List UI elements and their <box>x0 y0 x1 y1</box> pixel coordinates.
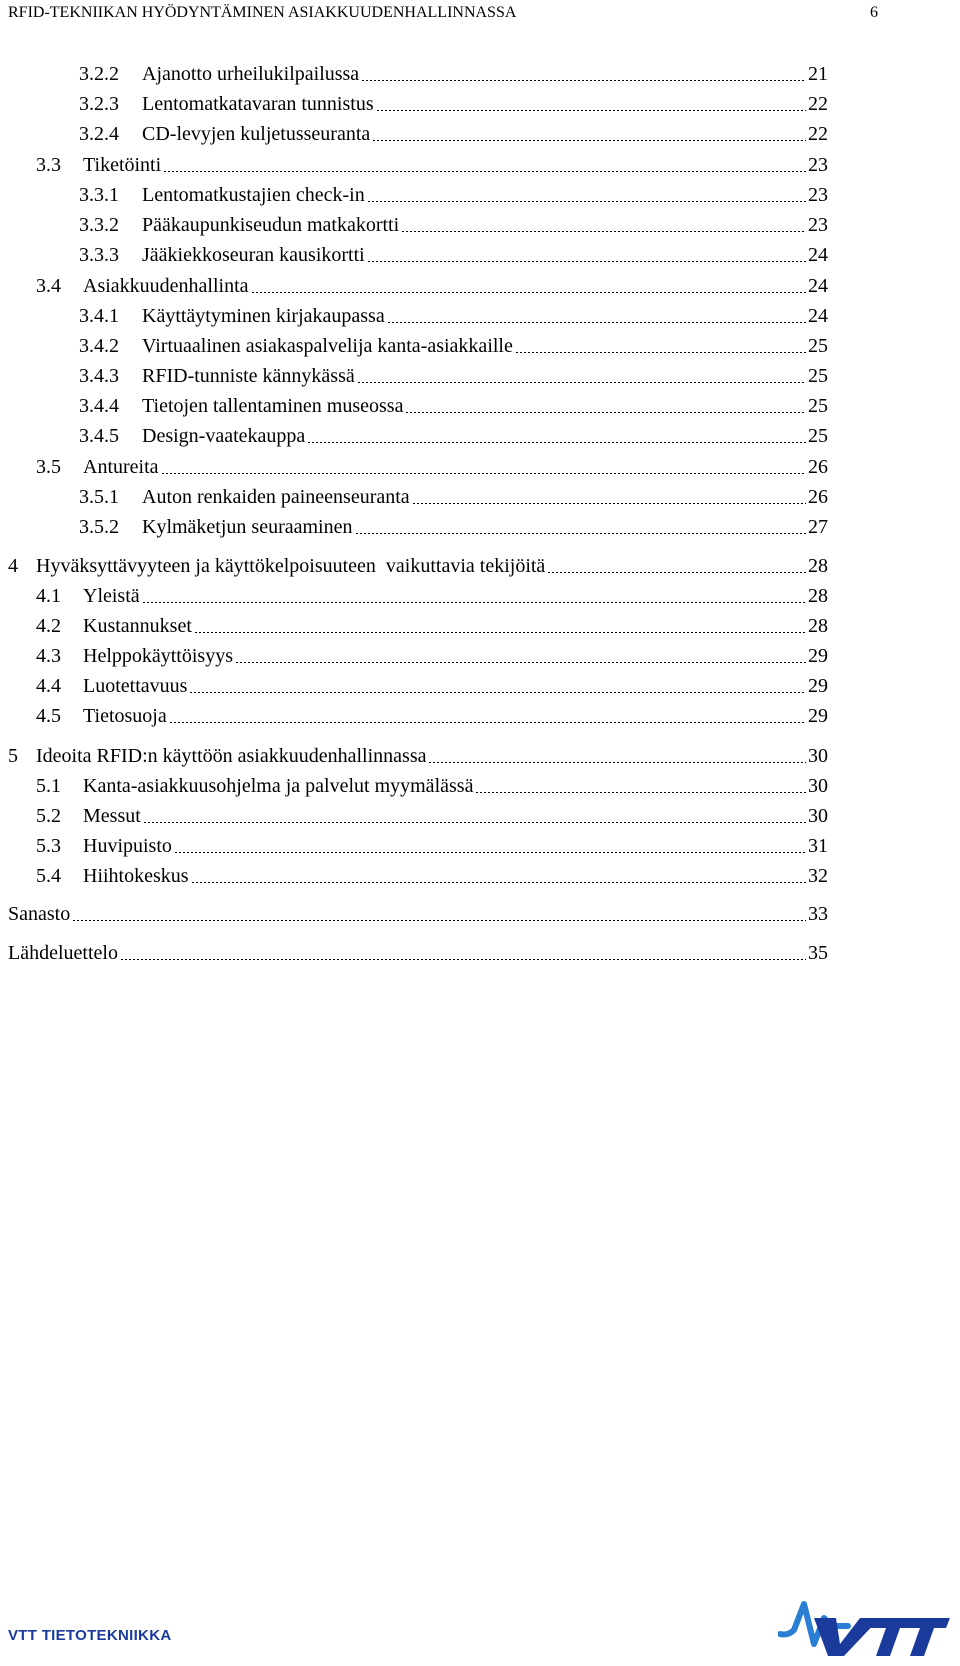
toc-entry[interactable] <box>79 120 828 148</box>
toc-dot-leader <box>142 602 806 603</box>
toc-entry-title: Tiketöinti <box>83 154 162 176</box>
vtt-logo <box>778 1574 950 1658</box>
toc-entry[interactable] <box>79 422 828 450</box>
toc-entry-page: 24 <box>808 275 828 297</box>
toc-dot-leader <box>307 442 806 443</box>
toc-dot-leader <box>357 382 806 383</box>
toc-entry-title: Ideoita RFID:n käyttöön asiakkuudenhallinnassa <box>36 745 427 767</box>
toc-entry-title: Asiakkuudenhallinta <box>83 275 249 297</box>
toc-entry-title: Ajanotto urheilukilpailussa <box>142 63 360 85</box>
toc-dot-leader <box>361 80 806 81</box>
toc-entry-page: 30 <box>808 775 828 797</box>
toc-entry-number: 4.5 <box>36 705 61 727</box>
toc-entry-page: 29 <box>808 675 828 697</box>
toc-entry-page: 28 <box>808 615 828 637</box>
toc-entry-title: Pääkaupunkiseudun matkakortti <box>142 214 400 236</box>
toc-entry[interactable] <box>79 332 828 360</box>
toc-entry-number: 3.4.5 <box>79 425 119 447</box>
toc-dot-leader <box>251 292 806 293</box>
toc-entry[interactable] <box>8 900 828 928</box>
toc-entry-page: 23 <box>808 154 828 176</box>
toc-entry-title: Kustannukset <box>83 615 192 637</box>
toc-entry[interactable] <box>79 90 828 118</box>
toc-entry[interactable] <box>79 241 828 269</box>
toc-dot-leader <box>372 140 806 141</box>
toc-entry-title: Kylmäketjun seuraaminen <box>142 516 353 538</box>
toc-entry-page: 31 <box>808 835 828 857</box>
toc-entry-number: 3.3.2 <box>79 214 119 236</box>
toc-entry-title: Huvipuisto <box>83 835 172 857</box>
toc-entry-number: 5.1 <box>36 775 61 797</box>
toc-dot-leader <box>428 762 806 763</box>
toc-entry-page: 26 <box>808 486 828 508</box>
toc-dot-leader <box>143 822 806 823</box>
toc-entry-title: Käyttäytyminen kirjakaupassa <box>142 305 385 327</box>
toc-entry-page: 28 <box>808 555 828 577</box>
toc-dot-leader <box>547 572 806 573</box>
toc-entry-title: Yleistä <box>83 585 140 607</box>
toc-entry[interactable] <box>36 802 828 830</box>
toc-entry[interactable] <box>79 513 828 541</box>
toc-dot-leader <box>376 110 806 111</box>
toc-entry[interactable] <box>36 672 828 700</box>
toc-entry-number: 4.3 <box>36 645 61 667</box>
footer-brand-text: VTT TIETOTEKNIIKKA <box>8 1627 172 1644</box>
toc-dot-leader <box>163 171 806 172</box>
toc-entry-title: Antureita <box>83 456 159 478</box>
toc-dot-leader <box>72 920 806 921</box>
toc-entry-title: Helppokäyttöisyys <box>83 645 233 667</box>
toc-entry[interactable] <box>79 60 828 88</box>
toc-entry-title: Kanta-asiakkuusohjelma ja palvelut myymälässä <box>83 775 474 797</box>
toc-dot-leader <box>367 261 806 262</box>
toc-entry-number: 4.1 <box>36 585 61 607</box>
toc-entry[interactable] <box>36 272 828 300</box>
toc-dot-leader <box>387 322 806 323</box>
toc-dot-leader <box>355 533 807 534</box>
toc-entry-page: 29 <box>808 645 828 667</box>
toc-entry-number: 3.5.1 <box>79 486 119 508</box>
toc-entry-title: Tietojen tallentaminen museossa <box>142 395 404 417</box>
toc-entry-page: 25 <box>808 335 828 357</box>
toc-entry-title: Luotettavuus <box>83 675 188 697</box>
toc-entry-title: CD-levyjen kuljetusseuranta <box>142 123 371 145</box>
toc-entry-page: 35 <box>808 942 828 964</box>
toc-entry-title: Lentomatkatavaran tunnistus <box>142 93 374 115</box>
toc-entry[interactable] <box>8 742 828 770</box>
toc-entry-page: 26 <box>808 456 828 478</box>
toc-entry-page: 25 <box>808 395 828 417</box>
toc-entry-page: 22 <box>808 93 828 115</box>
toc-dot-leader <box>169 722 806 723</box>
toc-entry-number: 3.5.2 <box>79 516 119 538</box>
toc-entry-title: Messut <box>83 805 141 827</box>
toc-entry[interactable] <box>36 151 828 179</box>
toc-entry-page: 23 <box>808 214 828 236</box>
toc-entry[interactable] <box>36 453 828 481</box>
toc-entry-page: 24 <box>808 305 828 327</box>
toc-entry[interactable] <box>79 181 828 209</box>
toc-entry-title: Hiihtokeskus <box>83 865 189 887</box>
toc-entry-title: Hyväksyttävyyteen ja käyttökelpoisuuteen vaikuttavia tekijöitä <box>36 555 546 577</box>
toc-entry-number: 5.3 <box>36 835 61 857</box>
toc-entry-number: 3.3 <box>36 154 61 176</box>
toc-entry-number: 4.2 <box>36 615 61 637</box>
toc-entry-page: 30 <box>808 805 828 827</box>
toc-entry[interactable] <box>79 302 828 330</box>
running-header <box>8 0 878 26</box>
toc-entry[interactable] <box>36 862 828 890</box>
toc-dot-leader <box>475 792 806 793</box>
page-number: 6 <box>870 4 878 21</box>
toc-dot-leader <box>161 473 806 474</box>
toc-entry-page: 27 <box>808 516 828 538</box>
toc-entry[interactable] <box>8 552 828 580</box>
toc-entry[interactable] <box>36 702 828 730</box>
toc-entry-title: Lentomatkustajien check-in <box>142 184 365 206</box>
toc-entry[interactable] <box>36 582 828 610</box>
toc-entry[interactable] <box>79 362 828 390</box>
toc-entry-page: 25 <box>808 365 828 387</box>
toc-entry[interactable] <box>36 772 828 800</box>
toc-dot-leader <box>412 503 806 504</box>
toc-entry-page: 21 <box>808 63 828 85</box>
toc-entry-number: 3.4.1 <box>79 305 119 327</box>
toc-entry-page: 24 <box>808 244 828 266</box>
toc-entry[interactable] <box>36 612 828 640</box>
toc-entry[interactable] <box>79 211 828 239</box>
toc-dot-leader <box>405 412 806 413</box>
toc-entry-title: Jääkiekkoseuran kausikortti <box>142 244 365 266</box>
toc-entry-number: 3.3.1 <box>79 184 119 206</box>
toc-dot-leader <box>174 852 806 853</box>
toc-entry-number: 3.2.3 <box>79 93 119 115</box>
toc-entry-page: 23 <box>808 184 828 206</box>
toc-entry-title: Virtuaalinen asiakaspalvelija kanta-asiakkaille <box>142 335 513 357</box>
toc-entry-page: 25 <box>808 425 828 447</box>
toc-entry-page: 29 <box>808 705 828 727</box>
running-header-title: RFID-TEKNIIKAN HYÖDYNTÄMINEN ASIAKKUUDENHALLINNASSA <box>8 4 517 21</box>
toc-entry-page: 33 <box>808 903 828 925</box>
toc-entry-page: 28 <box>808 585 828 607</box>
toc-entry-number: 3.4.4 <box>79 395 119 417</box>
toc-dot-leader <box>189 692 806 693</box>
toc-entry-title: Lähdeluettelo <box>8 942 118 964</box>
toc-dot-leader <box>515 352 806 353</box>
toc-dot-leader <box>367 201 806 202</box>
toc-entry-title: RFID-tunniste kännykässä <box>142 365 355 387</box>
toc-entry[interactable] <box>36 642 828 670</box>
toc-entry-number: 3.2.2 <box>79 63 119 85</box>
toc-entry[interactable] <box>79 483 828 511</box>
toc-entry-page: 30 <box>808 745 828 767</box>
toc-dot-leader <box>120 959 806 960</box>
toc-entry-title: Sanasto <box>8 903 71 925</box>
toc-entry-number: 5.2 <box>36 805 61 827</box>
toc-entry[interactable] <box>8 939 828 967</box>
toc-entry-number: 3.2.4 <box>79 123 119 145</box>
toc-entry-title: Auton renkaiden paineenseuranta <box>142 486 410 508</box>
toc-dot-leader <box>235 662 806 663</box>
toc-entry-number: 3.4.3 <box>79 365 119 387</box>
toc-dot-leader <box>191 882 806 883</box>
toc-entry-title: Tietosuoja <box>83 705 167 727</box>
toc-entry-number: 5 <box>8 745 18 767</box>
toc-entry-page: 32 <box>808 865 828 887</box>
toc-entry[interactable] <box>36 832 828 860</box>
toc-entry-number: 4 <box>8 555 18 577</box>
toc-entry-number: 3.5 <box>36 456 61 478</box>
toc-entry-number: 3.4 <box>36 275 61 297</box>
toc-entry-number: 3.3.3 <box>79 244 119 266</box>
toc-dot-leader <box>194 632 806 633</box>
toc-entry-number: 3.4.2 <box>79 335 119 357</box>
toc-entry-page: 22 <box>808 123 828 145</box>
toc-entry-number: 5.4 <box>36 865 61 887</box>
toc-entry[interactable] <box>79 392 828 420</box>
toc-entry-title: Design-vaatekauppa <box>142 425 306 447</box>
toc-dot-leader <box>401 231 806 232</box>
toc-entry-number: 4.4 <box>36 675 61 697</box>
